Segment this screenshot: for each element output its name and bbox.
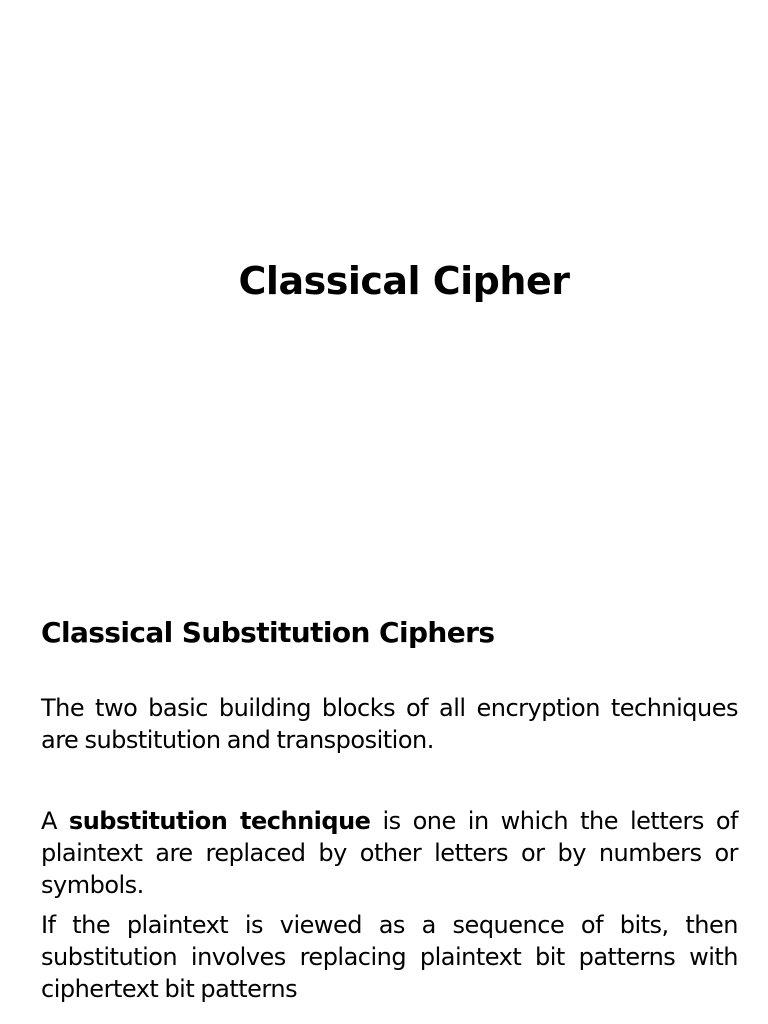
paragraph-bit-patterns: If the plaintext is viewed as a sequence of bits, then substitution involves replacing plaintext bit patterns with ciphertext bit patterns bbox=[41, 911, 738, 1003]
paragraph-building-blocks: The two basic building blocks of all encryption techniques are substitution and transposition. bbox=[41, 694, 738, 754]
bold-term: substitution technique bbox=[68, 807, 371, 835]
paragraph-suffix: is one in which the letters of plaintext are replaced by other letters or by numbers or symbols. bbox=[41, 807, 738, 899]
paragraph-prefix: A bbox=[41, 807, 69, 835]
paragraph-substitution-definition bbox=[41, 805, 738, 901]
section-heading: Classical Substitution Ciphers bbox=[41, 616, 495, 649]
slide-title: Classical Cipher bbox=[238, 259, 570, 303]
